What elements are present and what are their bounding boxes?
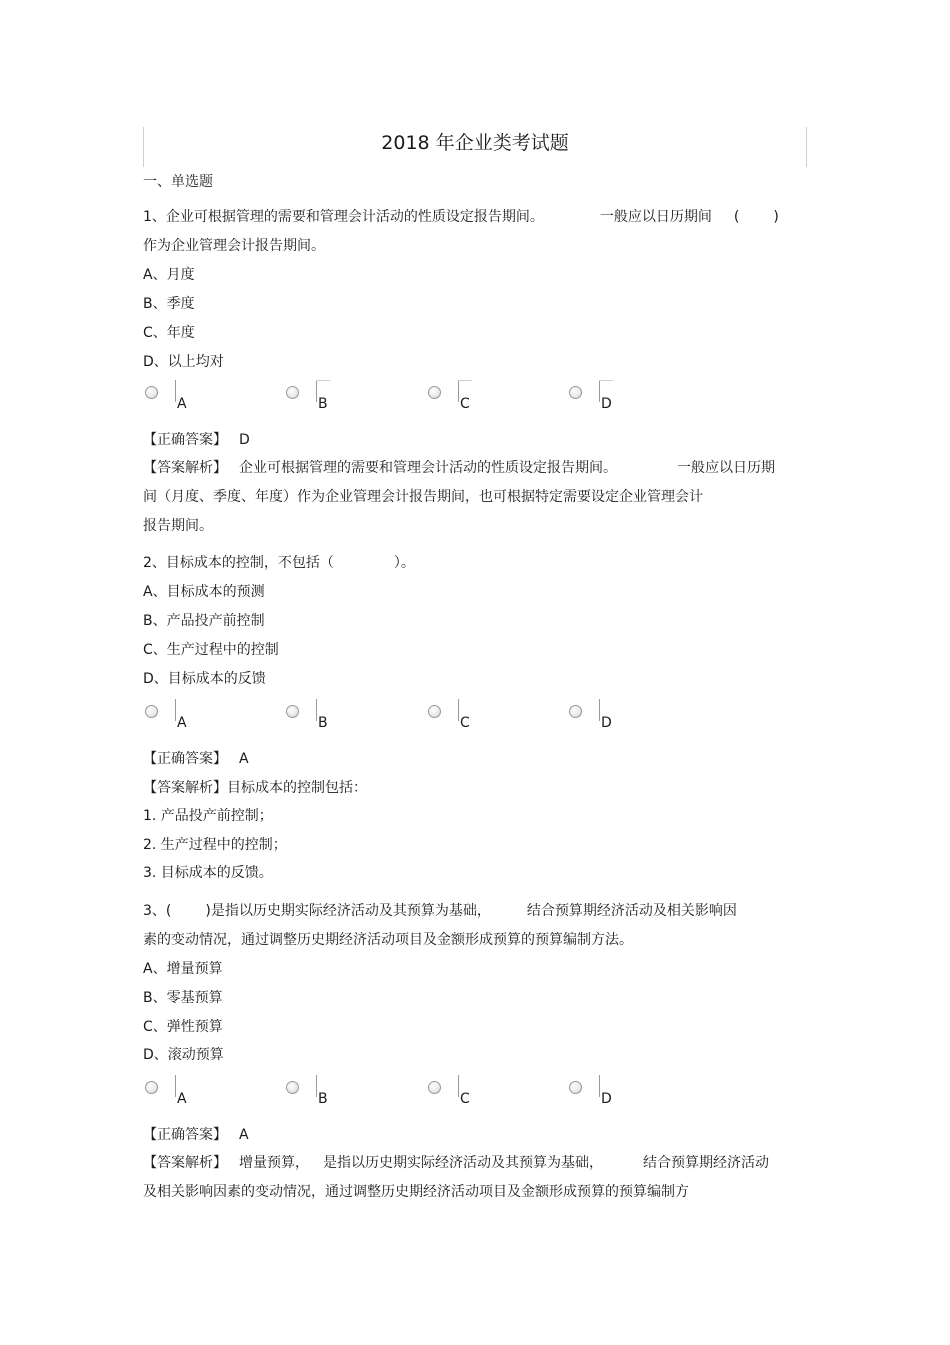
q1-analysis-line1 [143, 458, 775, 478]
q1-answer-label: 【正确答案】 [143, 432, 227, 448]
q1-radio-label-d: D [601, 396, 612, 412]
radio-icon[interactable] [428, 705, 441, 718]
option-divider [458, 380, 459, 402]
q2-analysis-item-3: 3. 目标成本的反馈。 [143, 865, 273, 881]
section-heading: 一、单选题 [143, 174, 213, 190]
q1-radio-label-a: A [177, 396, 187, 412]
q1-paren-open: ( [733, 209, 740, 225]
q3-radio-option-c[interactable] [426, 1075, 506, 1109]
q3-option-b: B、零基预算 [143, 990, 223, 1006]
q1-analysis-part1: 企业可根据管理的需要和管理会计活动的性质设定报告期间。 [239, 460, 617, 476]
radio-icon[interactable] [569, 1081, 582, 1094]
q3-answer-value: A [239, 1127, 249, 1143]
q3-radio-label-a: A [177, 1091, 187, 1107]
q2-radio-option-c[interactable] [426, 699, 506, 733]
q3-option-d: D、滚动预算 [143, 1047, 224, 1063]
q1-option-d: D、以上均对 [143, 354, 224, 370]
radio-icon[interactable] [145, 386, 158, 399]
radio-icon[interactable] [286, 705, 299, 718]
radio-icon[interactable] [428, 1081, 441, 1094]
q3-analysis-label: 【答案解析】 [143, 1155, 227, 1171]
q2-answer [143, 749, 249, 769]
option-divider-top [316, 380, 330, 381]
q2-option-d: D、目标成本的反馈 [143, 671, 266, 687]
q1-radio-option-c[interactable] [426, 380, 506, 414]
q2-radio-group [143, 699, 663, 733]
q1-analysis-part2: 一般应以日历期 [677, 460, 775, 476]
q3-radio-option-a[interactable] [143, 1075, 223, 1109]
q2-radio-label-a: A [177, 715, 187, 731]
q2-radio-label-b: B [318, 715, 328, 731]
q3-stem-part3: 结合预算期经济活动及相关影响因 [526, 903, 737, 919]
q1-stem-part2: 一般应以日历期间 [599, 209, 712, 225]
q2-option-a: A、目标成本的预测 [143, 584, 265, 600]
q1-analysis-label: 【答案解析】 [143, 460, 227, 476]
option-divider [316, 380, 317, 402]
q3-answer [143, 1125, 249, 1145]
option-divider [316, 1075, 317, 1097]
q3-stem-part1: 3、( [143, 903, 172, 919]
q1-paren-close: ) [773, 209, 779, 225]
q3-radio-group [143, 1075, 663, 1109]
q3-radio-label-c: C [460, 1091, 470, 1107]
q1-radio-label-c: C [460, 396, 470, 412]
option-divider [458, 1075, 459, 1097]
q3-radio-option-d[interactable] [567, 1075, 647, 1109]
q3-option-c: C、弹性预算 [143, 1019, 223, 1035]
q2-answer-label: 【正确答案】 [143, 751, 227, 767]
q1-option-c: C、年度 [143, 325, 195, 341]
q2-radio-label-c: C [460, 715, 470, 731]
radio-icon[interactable] [145, 705, 158, 718]
q1-stem-part1: 1、企业可根据管理的需要和管理会计活动的性质设定报告期间。 [143, 209, 544, 225]
q3-analysis-part3: 结合预算期经济活动 [643, 1155, 769, 1171]
q1-radio-option-b[interactable] [284, 380, 364, 414]
q3-stem-line1 [143, 901, 737, 921]
q1-answer [143, 430, 250, 450]
q2-analysis-label: 【答案解析】 [143, 780, 227, 796]
q2-answer-value: A [239, 751, 249, 767]
q2-radio-option-a[interactable] [143, 699, 223, 733]
q3-option-a: A、增量预算 [143, 961, 223, 977]
q1-analysis-line3: 报告期间。 [143, 518, 213, 534]
q2-analysis-line1 [143, 778, 367, 798]
q2-stem-part2: ）。 [393, 555, 415, 571]
option-divider [316, 699, 317, 721]
q1-option-a: A、月度 [143, 267, 195, 283]
q3-stem-part2: )是指以历史期实际经济活动及其预算为基础， [205, 903, 491, 919]
q2-analysis-text: 目标成本的控制包括： [227, 780, 367, 796]
q3-analysis-line1 [143, 1153, 769, 1173]
document-title: 2018 年企业类考试题 [381, 132, 569, 154]
q3-analysis-line2: 及相关影响因素的变动情况，通过调整历史期经济活动项目及金额形成预算的预算编制方 [143, 1184, 689, 1200]
radio-icon[interactable] [286, 386, 299, 399]
q2-option-b: B、产品投产前控制 [143, 613, 265, 629]
radio-icon[interactable] [569, 705, 582, 718]
option-divider [599, 699, 600, 721]
option-divider [175, 1075, 176, 1097]
q1-radio-option-a[interactable] [143, 380, 223, 414]
option-divider-top [599, 380, 613, 381]
option-divider [175, 380, 176, 402]
option-divider [175, 699, 176, 721]
q3-answer-label: 【正确答案】 [143, 1127, 227, 1143]
q1-stem-line2: 作为企业管理会计报告期间。 [143, 238, 325, 254]
q2-radio-label-d: D [601, 715, 612, 731]
q1-radio-option-d[interactable] [567, 380, 647, 414]
q1-radio-label-b: B [318, 396, 328, 412]
q2-analysis-item-2: 2. 生产过程中的控制； [143, 837, 287, 853]
option-divider-top [458, 380, 472, 381]
q3-analysis-part1: 增量预算， [239, 1155, 309, 1171]
q1-radio-group [143, 380, 663, 414]
option-divider [599, 380, 600, 402]
radio-icon[interactable] [428, 386, 441, 399]
q3-radio-label-d: D [601, 1091, 612, 1107]
radio-icon[interactable] [145, 1081, 158, 1094]
option-divider [599, 1075, 600, 1097]
q1-option-b: B、季度 [143, 296, 195, 312]
q2-radio-option-b[interactable] [284, 699, 364, 733]
radio-icon[interactable] [569, 386, 582, 399]
option-divider [458, 699, 459, 721]
q2-option-c: C、生产过程中的控制 [143, 642, 279, 658]
q2-stem-part1: 2、目标成本的控制，不包括（ [143, 555, 334, 571]
radio-icon[interactable] [286, 1081, 299, 1094]
q3-analysis-part2: 是指以历史期实际经济活动及其预算为基础， [323, 1155, 603, 1171]
q3-stem-line2: 素的变动情况，通过调整历史期经济活动项目及金额形成预算的预算编制方法。 [143, 932, 633, 948]
q3-radio-option-b[interactable] [284, 1075, 364, 1109]
q1-analysis-line2: 间（月度、季度、年度）作为企业管理会计报告期间，也可根据特定需要设定企业管理会计 [143, 489, 703, 505]
q2-analysis-item-1: 1. 产品投产前控制； [143, 808, 273, 824]
q2-radio-option-d[interactable] [567, 699, 647, 733]
q2-stem-line1 [143, 553, 415, 573]
q1-stem-line1 [143, 207, 779, 227]
q3-radio-label-b: B [318, 1091, 328, 1107]
q1-answer-value: D [239, 432, 250, 448]
